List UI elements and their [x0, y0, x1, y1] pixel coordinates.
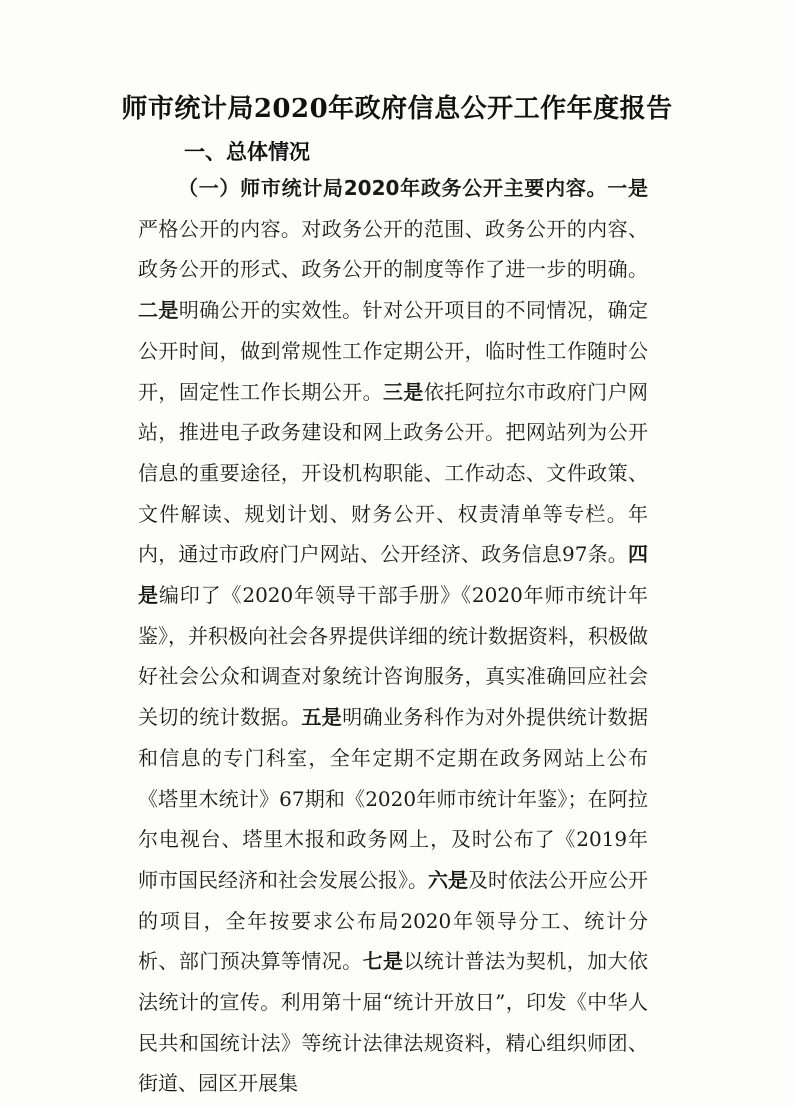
point-text-4: 编印了《2020年领导干部手册》《2020年师市统计年鉴》，并积极向社会各界提供详细的统计数据资料，积极做好社会公众和调查对象统计咨询服务，真实准确回应社会关切的统计数据。 — [138, 583, 649, 730]
point-marker-4: 四是 — [138, 542, 648, 608]
document-title: 师市统计局2020年政府信息公开工作年度报告 — [121, 94, 673, 124]
point-marker-2: 二是 — [138, 298, 179, 323]
point-text-6: 及时依法公开应公开的项目，全年按要求公布局2020年领导分工、统计分析、部门预决算等情况。 — [138, 867, 648, 974]
section-heading: 一、总体情况 — [184, 140, 310, 164]
point-marker-7: 七是 — [362, 949, 404, 974]
point-text-1: 严格公开的内容。对政务公开的范围、政务公开的内容、政务公开的形式、政务公开的制度等作了进一步的明确。 — [138, 216, 648, 282]
subsection-heading: （一）师市统计局2020年政务公开主要内容。 — [178, 176, 608, 200]
point-marker-5: 五是 — [301, 705, 343, 730]
point-marker-1: 一是 — [607, 176, 648, 200]
point-marker-3: 三是 — [383, 379, 424, 404]
point-text-7: 以统计普法为契机，加大依法统计的宣传。利用第十届“统计开放日”，印发《中华人民共和国统计法》等统计法律法规资料，精心组织师团、街道、园区开展集 — [138, 949, 649, 1096]
point-text-2: 明确公开的实效性。针对公开项目的不同情况，确定公开时间，做到常规性工作定期公开，临时性工作随时公开，固定性工作长期公开。 — [138, 298, 649, 404]
point-text-5: 明确业务科作为对外提供统计数据和信息的专门科室，全年定期不定期在政务网站上公布《塔里木统计》67期和《2020年师市统计年鉴》；在阿拉尔电视台、塔里木报和政务网上，及时公布了《2019年师市国民经济和社会发展公报》。 — [138, 705, 649, 892]
body-paragraph — [138, 168, 648, 1104]
point-text-3: 依托阿拉尔市政府门户网站，推进电子政务建设和网上政务公开。把网站列为公开信息的重要途径，开设机构职能、工作动态、文件政策、文件解读、规划计划、财务公开、权责清单等专栏。年内，通过市政府门户网站、公开经济、政务信息97条。 — [138, 379, 649, 567]
point-marker-6: 六是 — [428, 867, 468, 892]
